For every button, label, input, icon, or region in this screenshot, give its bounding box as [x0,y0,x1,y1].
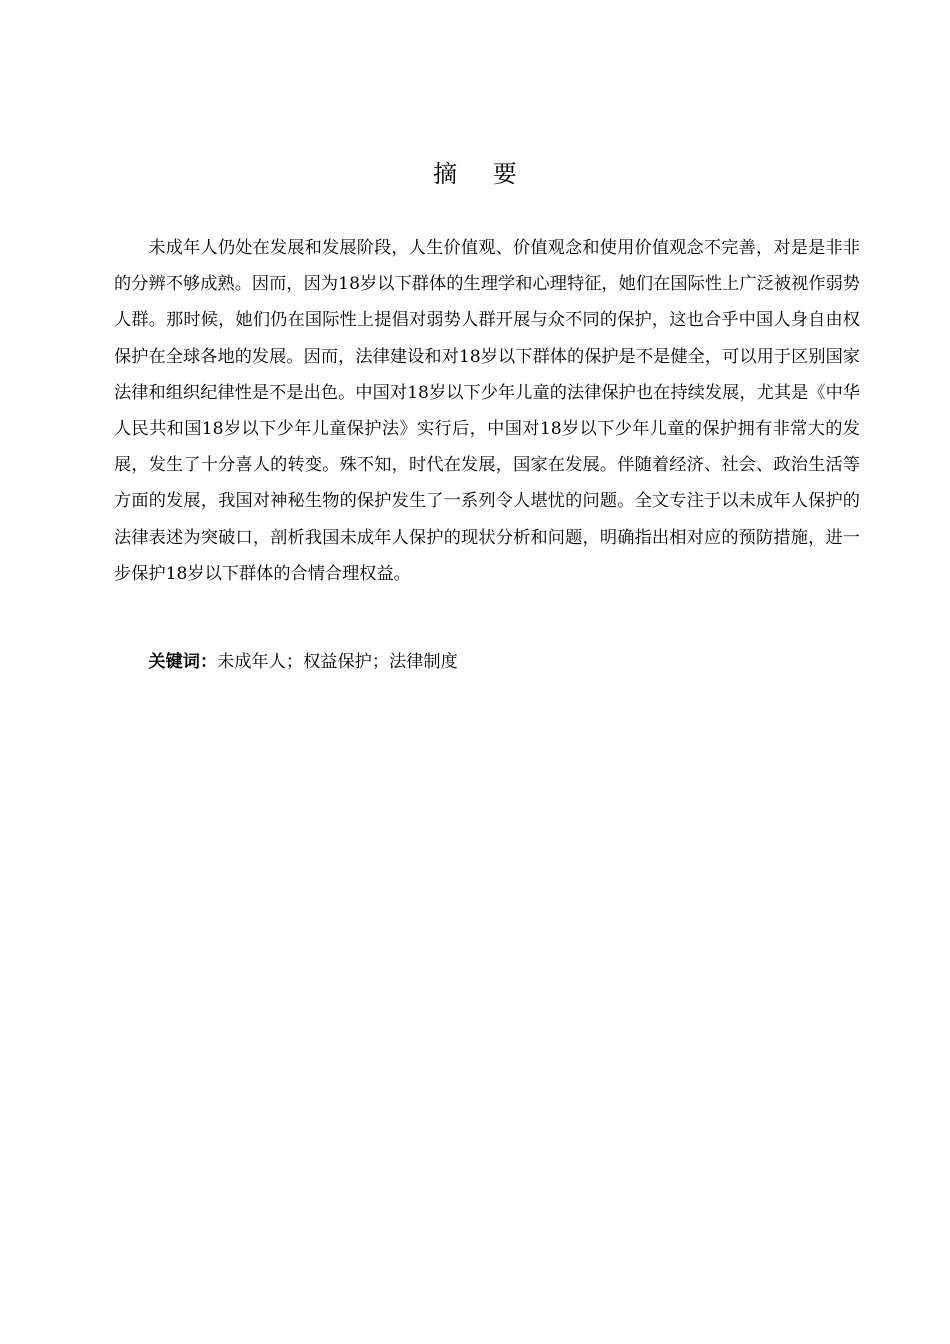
abstract-title: 摘 要 [433,160,531,188]
keywords-list: 未成年人；权益保护；法律制度 [217,652,458,672]
keywords-line [114,644,860,680]
abstract-paragraph: 未成年人仍处在发展和发展阶段，人生价值观、价值观念和使用价值观念不完善，对是是非非的分辨不够成熟。因而，因为18岁以下群体的生理学和心理特征，她们在国际性上广泛被视作弱势人群。那时候，她们仍在国际性上提倡对弱势人群开展与众不同的保护，这也合乎中国人身自由权保护在全球各地的发展。因而，法律建设和对18岁以下群体的保护是不是健全，可以用于区别国家法律和组织纪律性是不是出色。中国对18岁以下少年儿童的法律保护也在持续发展，尤其是《中华人民共和国18岁以下少年儿童保护法》实行后，中国对18岁以下少年儿童的保护拥有非常大的发展，发生了十分喜人的转变。殊不知，时代在发展，国家在发展。伴随着经济、社会、政治生活等方面的发展，我国对神秘生物的保护发生了一系列令人堪忧的问题。全文专注于以未成年人保护的法律表述为突破口，剖析我国未成年人保护的现状分析和问题，明确指出相对应的预防措施，进一步保护18岁以下群体的合情合理权益。 [114,238,860,584]
keywords-label: 关键词： [148,652,218,672]
